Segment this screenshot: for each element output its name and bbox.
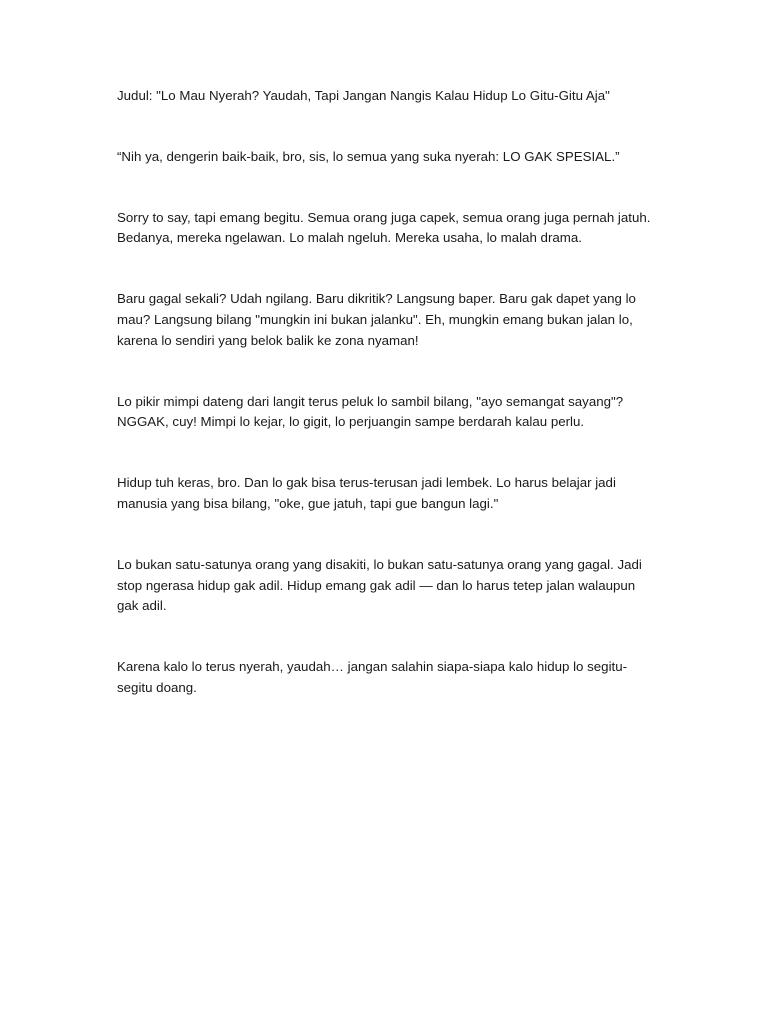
paragraph-mimpi: Lo pikir mimpi dateng dari langit terus peluk lo sambil bilang, "ayo semangat sayang"? NGGAK, cuy! Mimpi lo kejar, lo gigit, lo perjuangin sampe berdarah kalau perlu. bbox=[117, 393, 624, 430]
paragraph-disakiti: Lo bukan satu-satunya orang yang disakiti, lo bukan satu-satunya orang yang gagal. Jadi stop ngerasa hidup gak adil. Hidup emang gak adil — dan lo harus tetep jalan walaupun gak adil. bbox=[117, 556, 642, 614]
paragraph-sorry: Sorry to say, tapi emang begitu. Semua orang juga capek, semua orang juga pernah jatuh. Bedanya, mereka ngelawan. Lo malah ngeluh. Mereka usaha, lo malah drama. bbox=[117, 209, 651, 246]
paragraph-hidup-keras: Hidup tuh keras, bro. Dan lo gak bisa terus-terusan jadi lembek. Lo harus belajar jadi manusia yang bisa bilang, "oke, gue jatuh, tapi gue bangun lagi." bbox=[117, 475, 616, 511]
document-body bbox=[117, 86, 653, 699]
paragraph-quote: “Nih ya, dengerin baik-baik, bro, sis, lo semua yang suka nyerah: LO GAK SPESIAL.” bbox=[117, 148, 620, 164]
document-title-line: Judul: "Lo Mau Nyerah? Yaudah, Tapi Jangan Nangis Kalau Hidup Lo Gitu-Gitu Aja" bbox=[117, 88, 610, 103]
paragraph-gagal: Baru gagal sekali? Udah ngilang. Baru dikritik? Langsung baper. Baru gak dapet yang lo mau? Langsung bilang "mungkin ini bukan jalanku". Eh, mungkin emang bukan jalan lo, karena lo sendiri yang belok balik ke zona nyaman! bbox=[117, 291, 636, 348]
paragraph-closing: Karena kalo lo terus nyerah, yaudah… jangan salahin siapa-siapa kalo hidup lo segitu-segitu doang. bbox=[117, 659, 628, 695]
